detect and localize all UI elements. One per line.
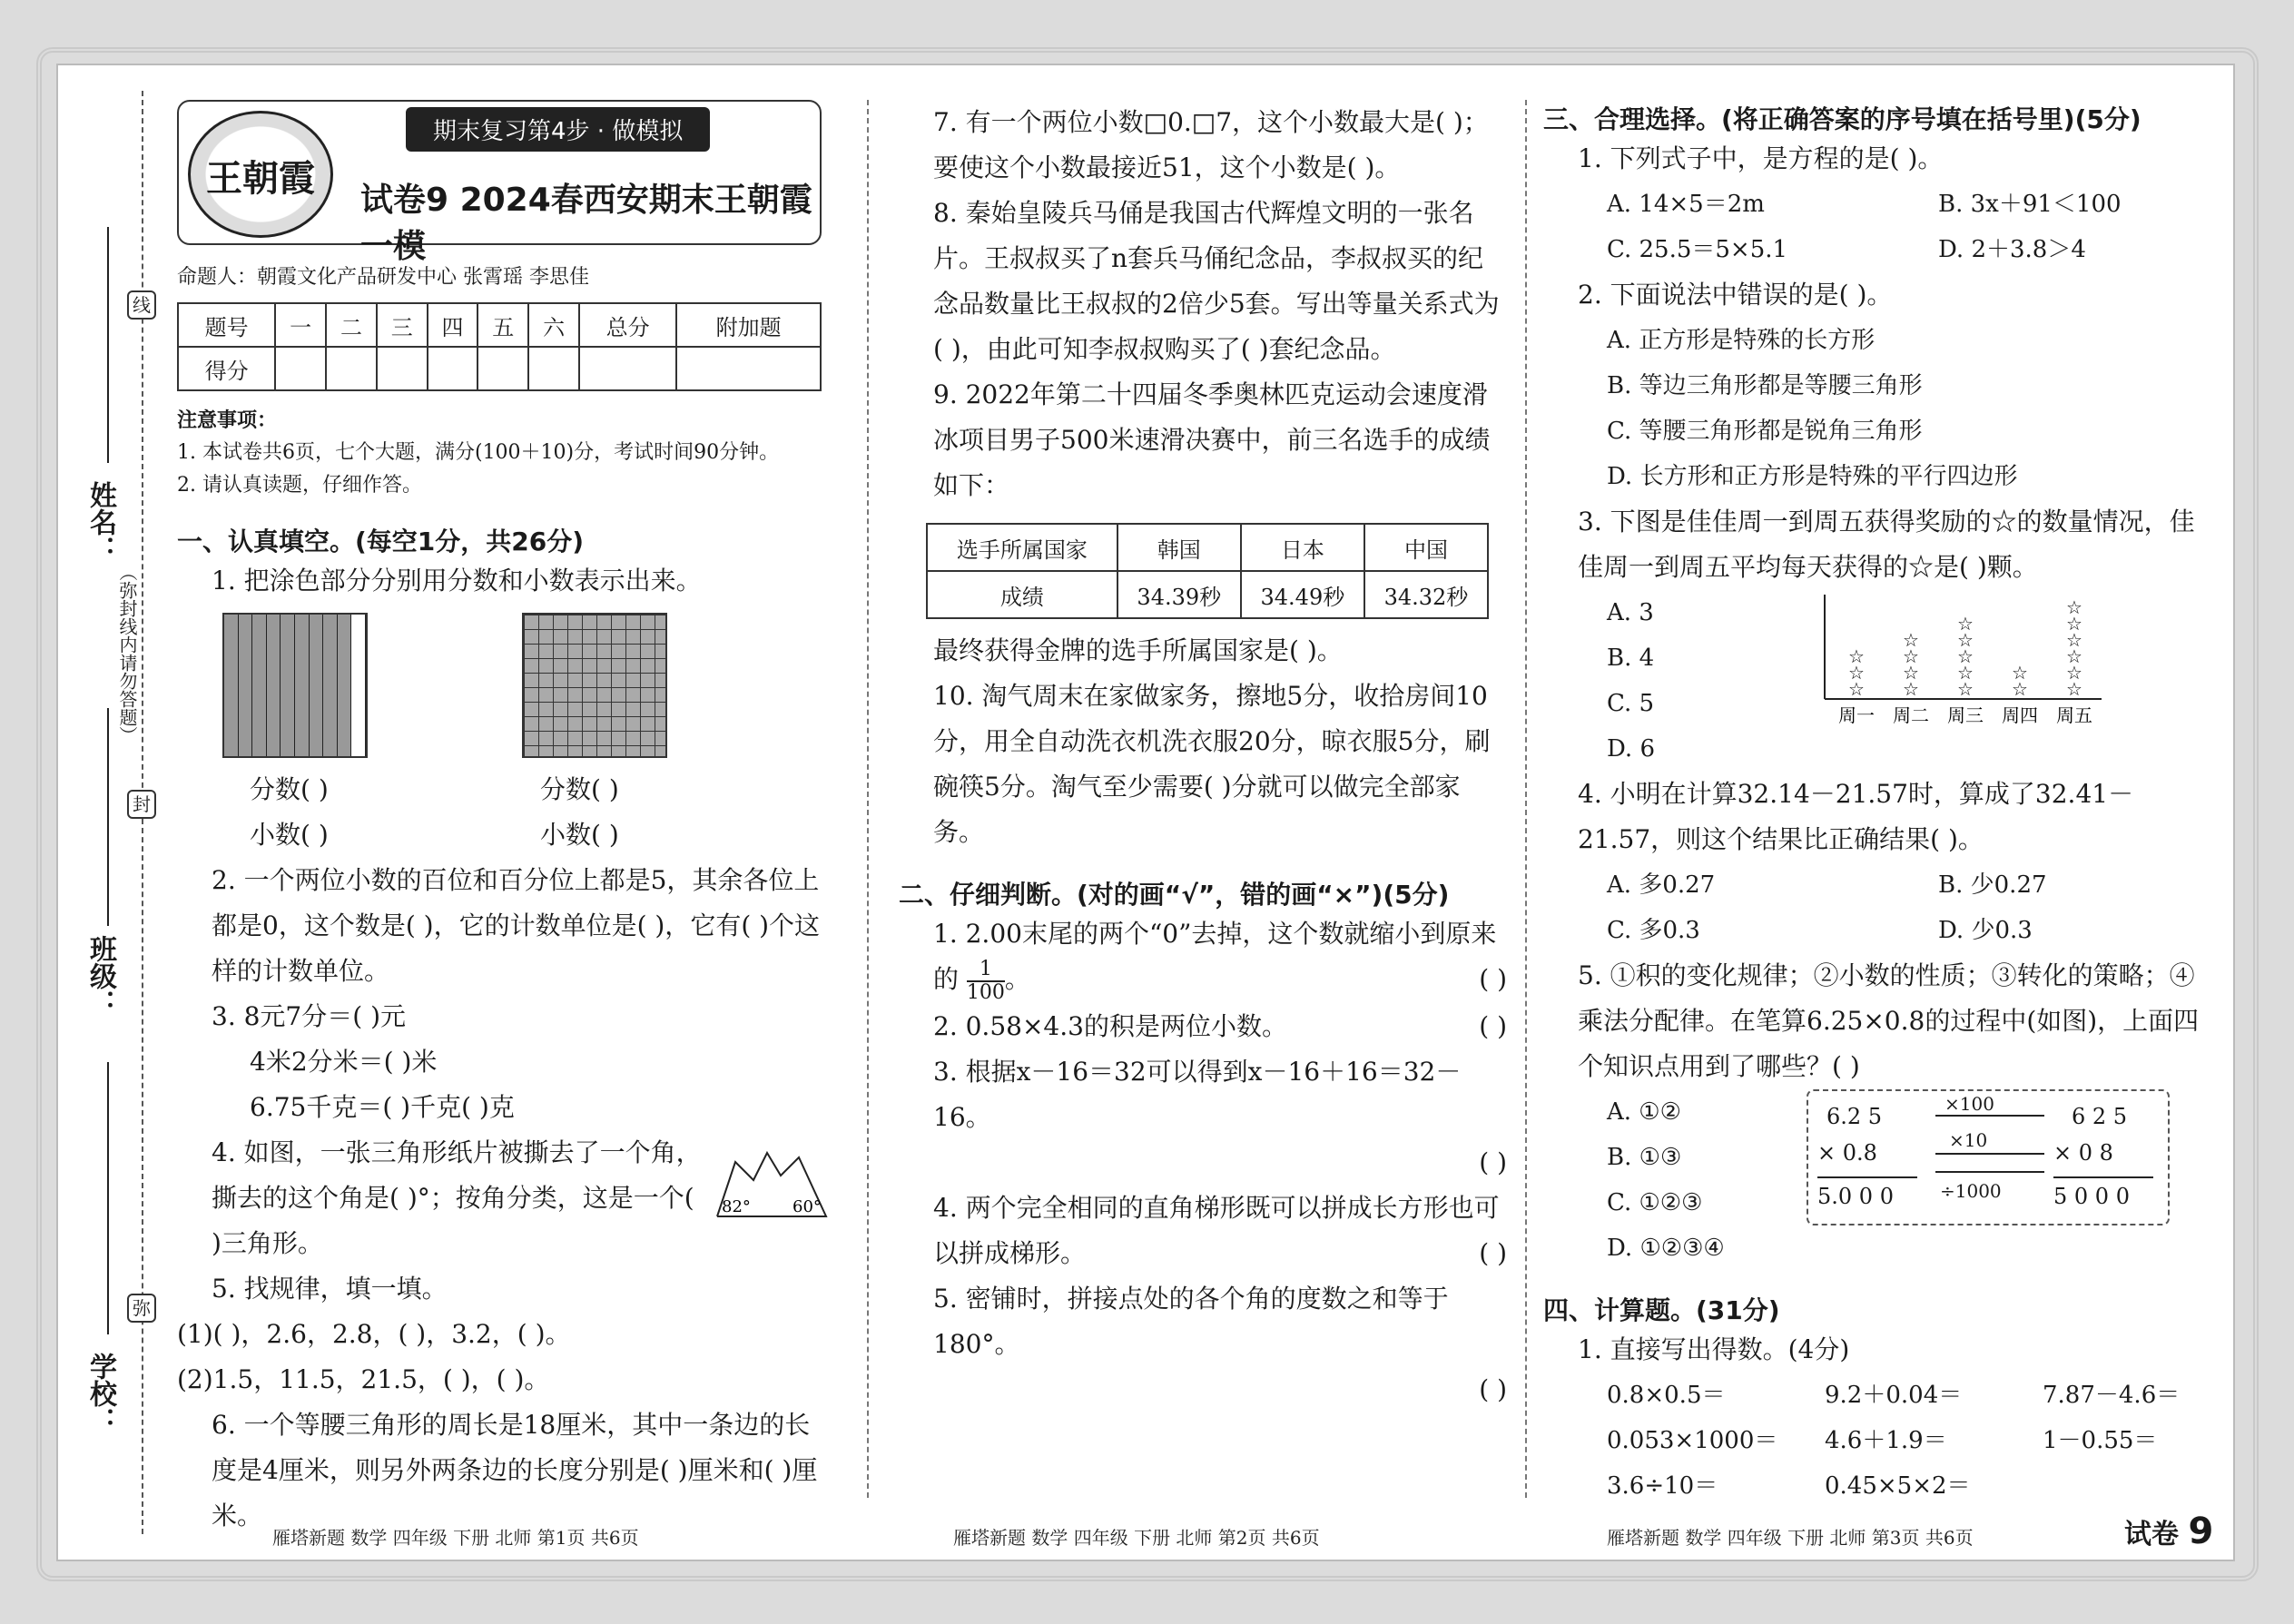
- score-header: 六: [528, 303, 579, 347]
- option[interactable]: D. 6: [1607, 735, 1655, 763]
- calc-right-1: 6 2 5: [2072, 1104, 2128, 1129]
- question-1: 1. 把涂色部分分别用分数和小数表示出来。: [212, 566, 702, 595]
- section-3-title: 三、合理选择。(将正确答案的序号填在括号里)(5分): [1543, 104, 2141, 134]
- arrow-icon: [1935, 1153, 2044, 1155]
- option[interactable]: C. 多0.3: [1607, 917, 1700, 944]
- exam-number: [2124, 1511, 2213, 1552]
- judge-2-text: 2. 0.58×4.3的积是两位小数。: [933, 1010, 1287, 1041]
- star-icon: ☆: [1957, 662, 1974, 684]
- question-3a: 3. 8元7分＝( )元: [212, 1001, 406, 1031]
- star-icon: ☆: [2066, 629, 2082, 651]
- section-2-title: 二、仔细判断。(对的画“√”，错的画“×”)(5分): [899, 880, 1450, 910]
- score-cell[interactable]: [676, 347, 821, 390]
- choice-4-options: [1543, 908, 2206, 953]
- day-label: 周一: [1838, 704, 1875, 726]
- school-field[interactable]: [107, 1062, 109, 1334]
- column-2: [899, 100, 1507, 1412]
- answer-paren[interactable]: ( ): [1479, 1373, 1507, 1404]
- calc-right-3: 5 0 0 0: [2053, 1176, 2153, 1215]
- judge-1: 1. 2.00末尾的两个“0”去掉，这个数就缩小到原来的 $\frac{1}{100}$ 。 ( ): [933, 919, 1507, 1004]
- answer-paren[interactable]: ( ): [1479, 964, 1507, 994]
- vertical-calc-figure: [1807, 1089, 2170, 1225]
- option[interactable]: C. ①②③: [1607, 1189, 1703, 1216]
- star-icon: ☆: [2012, 662, 2028, 684]
- option[interactable]: A. 多0.27: [1607, 871, 1716, 899]
- seal-mark-line: 线: [127, 290, 156, 320]
- judge-4-text: 4. 两个完全相同的直角梯形既可以拼成长方形也可以拼成梯形。: [933, 1192, 1500, 1268]
- option[interactable]: B. 4: [1607, 645, 1655, 672]
- results-header: 日本: [1241, 524, 1364, 571]
- calc-item[interactable]: 9.2＋0.04＝: [1825, 1382, 1963, 1409]
- notes-title: 注意事项：: [177, 408, 278, 432]
- option[interactable]: B. ①③: [1607, 1144, 1682, 1171]
- answer-paren[interactable]: ( ): [1479, 1237, 1507, 1268]
- star-icon: ☆: [2066, 678, 2082, 700]
- score-header: 一: [275, 303, 326, 347]
- score-cell[interactable]: [326, 347, 377, 390]
- star-icon: ☆: [1903, 662, 1919, 684]
- choice-5-block: [1543, 1089, 2206, 1271]
- star-icon: ☆: [1848, 662, 1865, 684]
- column-divider: [867, 100, 869, 1498]
- torn-triangle-figure: [713, 1148, 831, 1221]
- calc-left-1: 6.2 5: [1826, 1104, 1883, 1129]
- score-header: 附加题: [676, 303, 821, 347]
- author-line: 命题人：朝霞文化产品研发中心 张霄瑶 李思佳: [177, 266, 589, 289]
- judge-4: [899, 1186, 1507, 1276]
- question-5b: (2)1.5，11.5，21.5，( )，( )。: [177, 1364, 550, 1394]
- results-header: 韩国: [1117, 524, 1241, 571]
- choice-4-options: [1543, 862, 2206, 908]
- results-cell: 34.39秒: [1117, 571, 1241, 618]
- score-cell[interactable]: [377, 347, 428, 390]
- results-header: 选手所属国家: [927, 524, 1117, 571]
- column-1: [177, 100, 831, 1539]
- name-field[interactable]: [107, 227, 109, 463]
- notes: [177, 404, 831, 502]
- header-box: [177, 100, 822, 265]
- judge-5-text: 5. 密铺时，拼接点处的各个角的度数之和等于180°。: [933, 1283, 1449, 1359]
- calc-item[interactable]: 0.8×0.5＝: [1607, 1382, 1726, 1409]
- option[interactable]: A. 14×5＝2m: [1607, 191, 1765, 218]
- choice-1: 1. 下列式子中，是方程的是( )。: [1578, 143, 1944, 173]
- note-item: 2. 请认真读题，仔细作答。: [177, 474, 422, 497]
- results-table: [926, 523, 1489, 619]
- option[interactable]: B. 3x＋91＜100: [1938, 191, 2122, 218]
- hundredths-figure: [522, 613, 667, 758]
- option[interactable]: D. ①②③④: [1607, 1235, 1725, 1262]
- judge-3-text: 3. 根据x－16＝32可以得到x－16＋16＝32－16。: [933, 1056, 1462, 1132]
- shaded-figures: [222, 613, 831, 767]
- answer-paren[interactable]: ( ): [1479, 1010, 1507, 1041]
- section-4-title: 四、计算题。(31分): [1543, 1295, 1780, 1325]
- q1-answers: [177, 767, 831, 812]
- class-field[interactable]: [107, 708, 109, 926]
- name-label: 姓名：: [84, 481, 116, 563]
- score-header: 三: [377, 303, 428, 347]
- paper-title: 试卷9 2024春西安期末王朝霞一模: [360, 182, 812, 265]
- option[interactable]: C. 等腰三角形都是锐角三角形: [1607, 418, 1923, 445]
- star-chart: [1816, 590, 2106, 726]
- score-header: 总分: [579, 303, 676, 347]
- answer-paren[interactable]: ( ): [1479, 1147, 1507, 1177]
- choice-3-block: [1543, 590, 2206, 772]
- score-cell[interactable]: [428, 347, 478, 390]
- day-label: 周五: [2056, 704, 2092, 726]
- score-cell[interactable]: [579, 347, 676, 390]
- brand-logo: 王朝霞: [188, 111, 333, 238]
- option[interactable]: C. 5: [1607, 690, 1655, 717]
- exam-label: 试卷: [2124, 1519, 2179, 1550]
- choice-4: 4. 小明在计算32.14－21.57时，算成了32.41－21.57，则这个结果比正确结果( )。: [1578, 779, 2134, 854]
- star-icon: ☆: [2066, 645, 2082, 667]
- score-header: 二: [326, 303, 377, 347]
- q1-fraction-1[interactable]: 分数( ): [250, 774, 329, 804]
- results-cell: 34.49秒: [1241, 571, 1364, 618]
- score-cell[interactable]: [528, 347, 579, 390]
- star-icon: ☆: [1957, 613, 1974, 635]
- seal-note: （弥封线内请勿答题）: [116, 563, 138, 744]
- q1-answers: [177, 812, 831, 858]
- question-2: 2. 一个两位小数的百位和百分位上都是5，其余各位上都是0，这个数是( )，它的计数单位是( )，它有( )个这样的计数单位。: [212, 865, 821, 986]
- calc-right-2: × 0 8: [2053, 1140, 2113, 1166]
- question-4: [177, 1130, 831, 1266]
- fraction: $\frac{1}{100}$: [966, 957, 1005, 1004]
- option[interactable]: B. 等边三角形都是等腰三角形: [1607, 372, 1923, 399]
- school-label: 学校：: [84, 1353, 116, 1434]
- star-icon: ☆: [1903, 629, 1919, 651]
- judge-1-text: 1. 2.00末尾的两个“0”去掉，这个数就缩小到原来的: [933, 919, 1497, 994]
- score-cell[interactable]: [478, 347, 528, 390]
- question-4-text: 4. 如图，一张三角形纸片被撕去了一个角，撕去的这个角是( )°；按角分类，这是一个( )三角形。: [212, 1137, 702, 1258]
- question-6: 6. 一个等腰三角形的周长是18厘米，其中一条边的长度是4厘米，则另外两条边的长度分别是( )厘米和( )厘米。: [212, 1410, 818, 1530]
- option[interactable]: B. 少0.27: [1938, 871, 2047, 899]
- class-label: 班级：: [84, 935, 116, 1017]
- choice-3: 3. 下图是佳佳周一到周五获得奖励的☆的数量情况，佳佳周一到周五平均每天获得的☆是( )颗。: [1578, 507, 2195, 582]
- star-icon: ☆: [2012, 678, 2028, 700]
- question-3c: 6.75千克＝( )千克( )克: [250, 1092, 515, 1122]
- column-3: [1543, 100, 2206, 1509]
- calc-item[interactable]: 0.053×1000＝: [1607, 1427, 1778, 1454]
- arrow-label: ×10: [1949, 1129, 1988, 1151]
- question-7: 7. 有一个两位小数□0.□7，这个小数最大是( )；要使这个小数最接近51，这个小数是( )。: [933, 107, 1489, 182]
- calc-items: [1543, 1373, 2206, 1509]
- seal-mark-mi: 弥: [127, 1294, 156, 1323]
- choice-2: 2. 下面说法中错误的是( )。: [1578, 280, 1893, 310]
- calc-left-3: 5.0 0 0: [1817, 1176, 1917, 1215]
- question-10: 10. 淘气周末在家做家务，擦地5分，收拾房间10分，用全自动洗衣机洗衣服20分，晾衣服5分，刷碗筷5分。淘气至少需要( )分就可以做完全部家务。: [933, 681, 1491, 847]
- star-icon: ☆: [2066, 613, 2082, 635]
- calc-item[interactable]: 7.87－4.6＝: [2043, 1382, 2181, 1409]
- calc-item[interactable]: 3.6÷10＝: [1607, 1472, 1718, 1500]
- calc-item[interactable]: 0.45×5×2＝: [1825, 1472, 1971, 1500]
- score-cell[interactable]: [275, 347, 326, 390]
- option[interactable]: A. 正方形是特殊的长方形: [1607, 327, 1876, 354]
- arrow-label: ÷1000: [1940, 1180, 2002, 1202]
- day-label: 周三: [1947, 704, 1984, 726]
- question-3b: 4米2分米＝( )米: [250, 1047, 438, 1077]
- score-header: 五: [478, 303, 528, 347]
- choice-5: 5. ①积的变化规律；②小数的性质；③转化的策略；④乘法分配律。在笔算6.25×0.8的过程中(如图)，上面四个知识点用到了哪些？( ): [1578, 960, 2200, 1081]
- exam-number-value: 9: [2188, 1511, 2214, 1552]
- section-1-title: 一、认真填空。(每空1分，共26分): [177, 527, 585, 556]
- day-label: 周二: [1893, 704, 1929, 726]
- angle-label: 82°: [722, 1197, 751, 1216]
- column-divider: [1525, 100, 1527, 1498]
- option[interactable]: D. 少0.3: [1938, 917, 2033, 944]
- judge-5: [899, 1276, 1507, 1412]
- star-icon: ☆: [1957, 629, 1974, 651]
- day-label: 周四: [2002, 704, 2038, 726]
- q1-decimal-2[interactable]: 小数( ): [540, 820, 619, 850]
- option[interactable]: C. 25.5＝5×5.1: [1607, 236, 1788, 263]
- star-icon: ☆: [1848, 678, 1865, 700]
- footer-page-2: 雁塔新题 数学 四年级 下册 北师 第2页 共6页: [953, 1527, 1320, 1549]
- option[interactable]: D. 长方形和正方形是特殊的平行四边形: [1607, 463, 2018, 490]
- calc-item[interactable]: 4.6＋1.9＝: [1825, 1427, 1947, 1454]
- score-table: [177, 302, 822, 391]
- note-item: 1. 本试卷共6页，七个大题，满分(100＋10)分，考试时间90分钟。: [177, 441, 780, 464]
- star-icon: ☆: [2066, 596, 2082, 618]
- calc-item[interactable]: 1－0.55＝: [2043, 1427, 2158, 1454]
- star-icon: ☆: [1848, 645, 1865, 667]
- star-icon: ☆: [1903, 645, 1919, 667]
- banner: 期末复习第4步 · 做模拟: [406, 107, 710, 152]
- choice-1-options: [1543, 182, 2206, 227]
- q1-decimal-1[interactable]: 小数( ): [250, 820, 329, 850]
- footer-page-1: 雁塔新题 数学 四年级 下册 北师 第1页 共6页: [272, 1527, 639, 1549]
- q1-fraction-2[interactable]: 分数( ): [540, 774, 619, 804]
- question-8: 8. 秦始皇陵兵马俑是我国古代辉煌文明的一张名片。王叔叔买了n套兵马俑纪念品，李叔叔买的纪念品数量比王叔叔的2倍少5套。写出等量关系式为( )，由此可知李叔叔购买了( )套纪念品。: [933, 198, 1500, 364]
- results-cell: 34.32秒: [1364, 571, 1488, 618]
- tenths-figure: [222, 613, 368, 758]
- score-row-label: 得分: [178, 347, 275, 390]
- calc-left-2: × 0.8: [1817, 1140, 1877, 1166]
- star-icon: ☆: [2066, 662, 2082, 684]
- question-5: 5. 找规律，填一填。: [212, 1274, 448, 1304]
- choice-1-options: [1543, 227, 2206, 272]
- judge-2: [899, 1004, 1507, 1049]
- score-header: 题号: [178, 303, 275, 347]
- results-cell: 成绩: [927, 571, 1117, 618]
- question-9: 9. 2022年第二十四届冬季奥林匹克运动会速度滑冰项目男子500米速滑决赛中，前三名选手的成绩如下：: [933, 379, 1491, 500]
- angle-label: 60°: [793, 1197, 822, 1216]
- option[interactable]: A. ①②: [1607, 1098, 1681, 1126]
- star-icon: ☆: [1903, 678, 1919, 700]
- option[interactable]: D. 2＋3.8＞4: [1938, 236, 2086, 263]
- judge-3: [899, 1049, 1507, 1186]
- arrow-icon: [1935, 1115, 2044, 1117]
- star-icon: ☆: [1957, 678, 1974, 700]
- question-9b: 最终获得金牌的选手所属国家是( )。: [933, 635, 1343, 665]
- score-header: 四: [428, 303, 478, 347]
- arrow-label: ×100: [1944, 1093, 1994, 1115]
- footer-page-3: 雁塔新题 数学 四年级 下册 北师 第3页 共6页: [1607, 1527, 1974, 1549]
- results-header: 中国: [1364, 524, 1488, 571]
- question-5a: (1)( )，2.6，2.8，( )，3.2，( )。: [177, 1319, 571, 1349]
- option[interactable]: A. 3: [1607, 599, 1654, 626]
- star-icon: ☆: [1957, 645, 1974, 667]
- calc-1: 1. 直接写出得数。(4分): [1578, 1334, 1850, 1364]
- seal-mark-seal: 封: [127, 790, 156, 819]
